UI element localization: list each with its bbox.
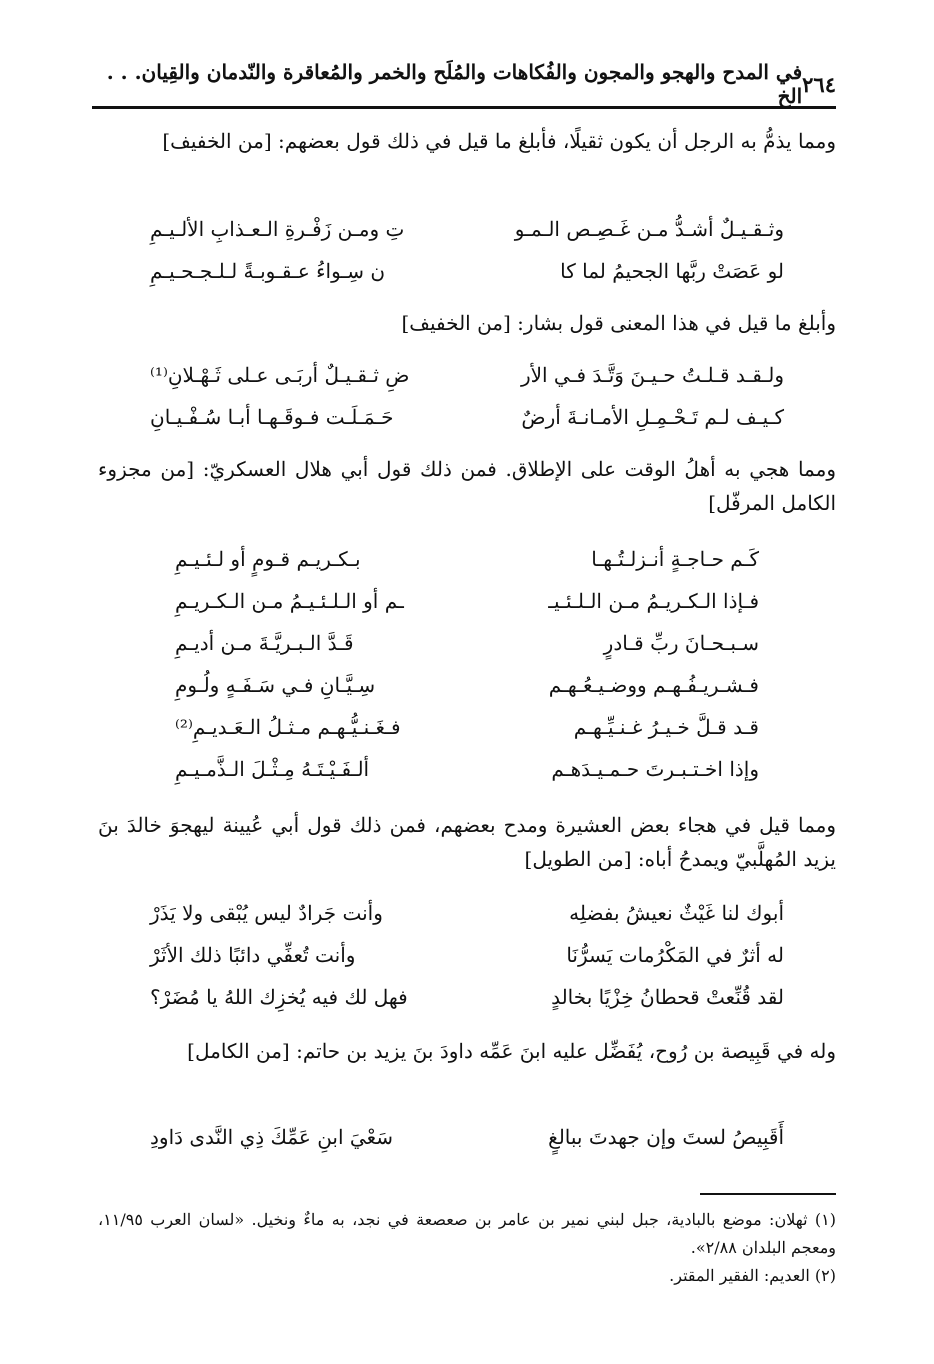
poem-5 bbox=[150, 1116, 784, 1158]
verse bbox=[175, 706, 759, 748]
verse-first-hemistich: لو عَصَتْ ربَّها الجحيمُ لما كا bbox=[560, 259, 784, 283]
running-title: في المدح والهجو والمجون والفُكاهات والمُلَح والخمر والمُعاقرة والنّدمان والقِيان. . . الخ bbox=[106, 60, 803, 108]
verse bbox=[150, 250, 784, 292]
running-header bbox=[92, 62, 836, 109]
verse-second-hemistich: فهل لك فيه يُخزِك اللهُ يا مُضَرْ؟ bbox=[150, 985, 408, 1009]
verse-first-hemistich: فـإذا الـكـريـمُ مـن الـلـئـيـ bbox=[548, 589, 759, 613]
poem-1 bbox=[150, 208, 784, 292]
verse-first-hemistich: أَقَبِيصُ لستَ وإن جهدتَ ببالغٍ bbox=[548, 1125, 784, 1149]
verse bbox=[150, 892, 784, 934]
verse-first-hemistich: كَـم حـاجـةٍ أنـزلـتُـهـا bbox=[591, 547, 759, 571]
verse-second-hemistich: ضِ ثـقـيـلٌ أربَـى عـلى ثَـهْـلانِ⁽¹⁾ bbox=[150, 363, 410, 387]
verse-second-hemistich: تِ ومـن زَفْـرةِ الـعـذابِ الألـيـمِ bbox=[150, 217, 405, 241]
verse-second-hemistich: وأنت جَرادٌ ليس يُبْقى ولا يَذَرْ bbox=[150, 901, 383, 925]
footnote-2: (٢) العديم: الفقير المقتر. bbox=[669, 1266, 836, 1285]
footnote-separator bbox=[700, 1193, 836, 1195]
verse bbox=[175, 580, 759, 622]
verse-first-hemistich: كـيـف لـم تَـحْـمِـلِ الأمـانـةَ أرضٌ bbox=[521, 405, 784, 429]
paragraph-3: ومما هجي به أهلُ الوقت على الإطلاق. فمن ذلك قول أبي هلال العسكريّ: [من مجزوء الكامل المرفّل] bbox=[98, 457, 836, 515]
verse-first-hemistich: وإذا اخـتـبـرتَ حـمـيـدَهـم bbox=[551, 757, 759, 781]
verse bbox=[150, 934, 784, 976]
paragraph-1: ومما يذمُّ به الرجل أن يكون ثقيلًا، فأبلغ ما قيل في ذلك قول بعضهم: [من الخفيف] bbox=[162, 129, 836, 153]
page-number: ٢٦٤ bbox=[802, 71, 836, 97]
verse-first-hemistich: له أثرٌ في المَكْرُمات يَسرُّنَا bbox=[566, 943, 784, 967]
verse bbox=[175, 538, 759, 580]
verse-second-hemistich: فـغَـنـيُّـهـم مـثـلُ الـعَـديـمِ⁽²⁾ bbox=[175, 715, 401, 739]
verse-first-hemistich: وثـقـيـلٌ أشـدُّ مـن غَـصِـص الـمـو bbox=[514, 217, 784, 241]
verse bbox=[150, 976, 784, 1018]
verse-second-hemistich: ألـفَـيْـتَـهُ مِـثْـلَ الـذَّمـيـمِ bbox=[175, 757, 370, 781]
verse-second-hemistich: حَـمَـلَـت فـوقَـهـا أبـا سُـفْـيـانِ bbox=[150, 405, 394, 429]
verse-first-hemistich: سـبـحـانَ ربِّ قـادرٍ bbox=[603, 631, 759, 655]
verse bbox=[150, 354, 784, 396]
paragraph-5: وله في قَبِيصة بن رُوح، يُفَضِّل عليه ابنَ عَمِّه داودَ بنَ يزيد بن حاتم: [من الكامل] bbox=[187, 1039, 836, 1063]
verse-second-hemistich: ـم أو الـلـئـيـمُ مـن الـكـريـمِ bbox=[175, 589, 404, 613]
paragraph-4: ومما قيل في هجاء بعض العشيرة ومدح بعضهم، فمن ذلك قول أبي عُيينة ليهجوَ خالدَ بنَ يزيد المُهلَّبيّ ويمدحُ أباه: [من الطويل] bbox=[98, 813, 836, 871]
verse-second-hemistich: سَعْيَ ابنِ عَمِّكَ ذِي النَّدى دَاودِ bbox=[150, 1125, 393, 1149]
verse-second-hemistich: سِـيَّـانِ فـي سَـفَـهٍ ولُـومِ bbox=[175, 673, 376, 697]
verse-second-hemistich: وأنت تُعفِّي دائبًا ذلك الأثَرْ bbox=[150, 943, 356, 967]
verse-first-hemistich: أبوك لنا غَيْثٌ نعيشُ بفضلِه bbox=[569, 901, 784, 925]
verse-first-hemistich: لقد قُنِّعتْ قحطانُ خِزْيًا بخالدٍ bbox=[551, 985, 784, 1009]
verse-first-hemistich: فـشـريـفُـهـم ووضـيـعُـهـم bbox=[548, 673, 759, 697]
footnote-1: (١) ثهلان: موضع بالبادية، جبل لبني نمير بن عامر بن صعصعة في نجد، به ماءٌ ونخيل. «لسان العرب ١١/٩٥، ومعجم البلدان ٢/٨٨». bbox=[98, 1210, 837, 1257]
verse bbox=[175, 748, 759, 790]
verse bbox=[150, 1116, 784, 1158]
verse-second-hemistich: قَـدَّ الـبـريَّـةَ مـن أديـمِ bbox=[175, 631, 354, 655]
verse-first-hemistich: ولـقـد قـلـتُ حـيـنَ وَتَّـدَ فـي الأر bbox=[520, 363, 784, 387]
paragraph-2: وأبلغ ما قيل في هذا المعنى قول بشار: [من الخفيف] bbox=[401, 311, 836, 335]
verse bbox=[175, 664, 759, 706]
verse bbox=[150, 208, 784, 250]
verse bbox=[150, 396, 784, 438]
footnotes bbox=[98, 1206, 836, 1290]
poem-3 bbox=[175, 538, 759, 790]
poem-2 bbox=[150, 354, 784, 438]
verse bbox=[175, 622, 759, 664]
verse-second-hemistich: ن سِـواءُ عـقـوبـةً لـلـجـحـيـمِ bbox=[150, 259, 386, 283]
poem-4 bbox=[150, 892, 784, 1018]
verse-second-hemistich: بـكـريـم قـومٍ أو لـئـيـمِ bbox=[175, 547, 361, 571]
verse-first-hemistich: قـد قـلَّ خـيـرُ غـنـيِّـهـم bbox=[573, 715, 759, 739]
